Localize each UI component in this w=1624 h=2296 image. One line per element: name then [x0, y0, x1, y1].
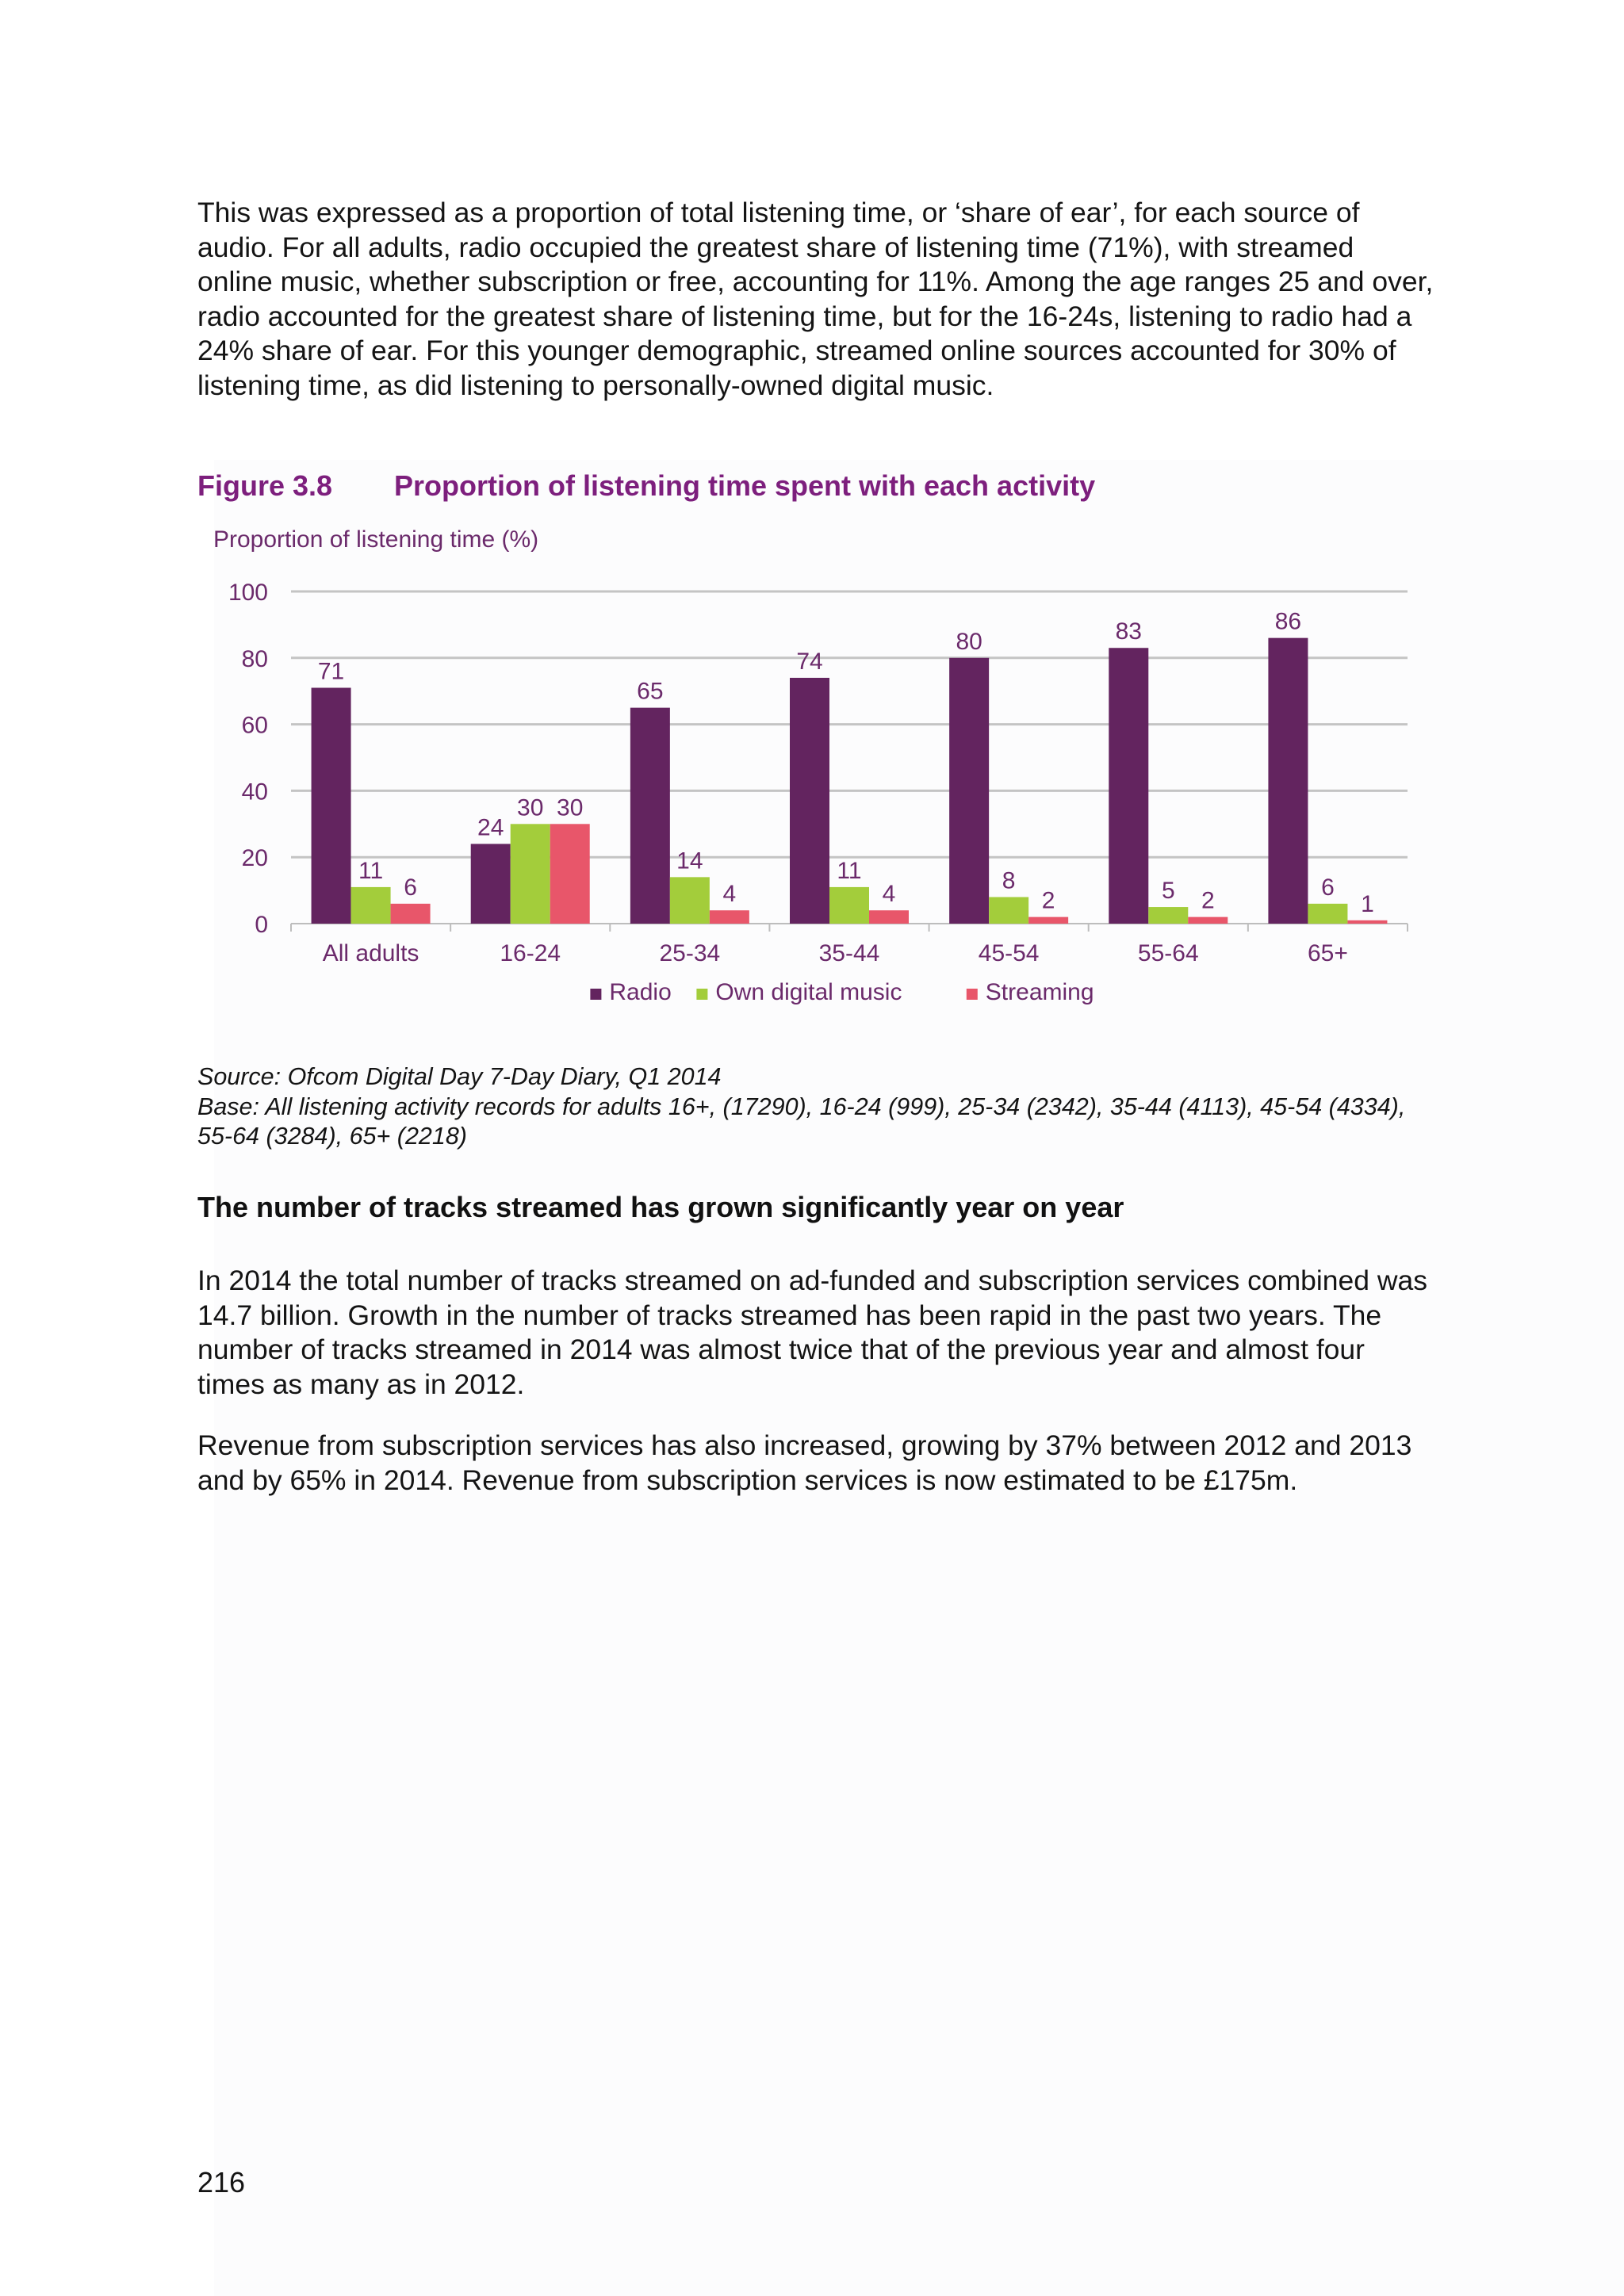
data-label: 4	[722, 881, 737, 908]
data-label: 2	[1041, 887, 1055, 914]
bar	[391, 904, 431, 924]
data-label: 6	[404, 874, 417, 901]
data-label: 65	[637, 678, 664, 705]
x-tick-label: All adults	[322, 940, 419, 966]
listening-time-bar-chart	[190, 523, 1427, 1039]
tracks-paragraph: In 2014 the total number of tracks streamed on ad-funded and subscription services combined was 14.7 billion. Growth in the number of tracks streamed has been rapid in the past two years. The number of tracks streamed in 2014 was almost twice that of the previous year and almost four times as many as in 2012.	[197, 1265, 1428, 1400]
bar	[829, 887, 869, 924]
base-line: Base: All listening activity records for adults 16+, (17290), 16-24 (999), 25-34 (2342), 35-44 (4113), 45-54 (4334), 55-64 (3284), 65+ (2218)	[197, 1093, 1406, 1150]
data-label: 14	[676, 848, 703, 874]
bar	[1308, 904, 1347, 924]
data-label: 11	[358, 857, 384, 884]
data-label: 24	[477, 814, 504, 841]
bar	[869, 910, 909, 924]
data-label: 4	[882, 881, 896, 908]
data-label: 6	[1321, 874, 1335, 901]
data-label: 2	[1201, 887, 1215, 914]
data-label: 8	[1002, 867, 1016, 894]
y-tick-label: 20	[241, 845, 268, 872]
page-number: 216	[197, 2166, 246, 2198]
data-label: 83	[1115, 618, 1142, 645]
x-tick-label: 35-44	[818, 940, 880, 966]
figure-caption: Proportion of listening time spent with each activity	[394, 469, 1096, 502]
source-line: Source: Ofcom Digital Day 7-Day Diary, Q1 2014	[197, 1063, 722, 1090]
data-label: 71	[317, 658, 345, 685]
legend-swatch	[967, 989, 978, 1000]
legend-label: Own digital music	[715, 979, 902, 1005]
intro-paragraph: This was expressed as a proportion of total listening time, or ‘share of ear’, for each source of audio. For all adults, radio occupied the greatest share of listening time (71%), with streamed online music, whether subscription or free, accounting for 11%. Among the age ranges 25 and over, radio accounted for the greatest share of listening time, but for the 16-24s, listening to radio had a 24% share of ear. For this younger demographic, streamed online sources accounted for 30% of listening time, as did listening to personally-owned digital music.	[197, 197, 1434, 401]
bar	[670, 877, 710, 924]
bar	[351, 887, 391, 924]
x-tick-label: 55-64	[1137, 940, 1199, 966]
bar	[790, 678, 829, 924]
y-tick-label: 80	[241, 645, 268, 672]
bar	[1109, 648, 1148, 924]
data-label: 5	[1161, 878, 1175, 905]
x-tick-label: 45-54	[978, 940, 1040, 966]
figure-label: Figure 3.8	[197, 469, 333, 502]
legend-swatch	[590, 989, 601, 1000]
x-tick-label: 25-34	[659, 940, 721, 966]
legend-swatch	[696, 989, 707, 1000]
bar	[312, 688, 351, 924]
x-tick-label: 65+	[1307, 940, 1348, 966]
bar	[1188, 917, 1228, 924]
legend-label: Streaming	[985, 979, 1094, 1005]
data-label: 30	[557, 794, 584, 821]
y-axis-title: Proportion of listening time (%)	[213, 526, 539, 553]
bar	[630, 708, 670, 924]
bar	[949, 658, 989, 924]
source-notes	[197, 1062, 1434, 1152]
revenue-paragraph: Revenue from subscription services has also increased, growing by 37% between 2012 and 2013 and by 65% in 2014. Revenue from subscription services is now estimated to be £175m.	[197, 1429, 1412, 1496]
bar	[989, 897, 1028, 924]
bar	[1148, 907, 1188, 924]
bar	[710, 910, 749, 924]
bar	[1347, 920, 1387, 924]
y-tick-label: 40	[241, 779, 268, 806]
y-tick-label: 0	[255, 912, 268, 938]
bar	[550, 824, 590, 924]
data-label: 1	[1361, 890, 1374, 917]
bar	[511, 824, 550, 924]
data-label: 74	[796, 648, 823, 675]
y-tick-label: 60	[241, 712, 268, 739]
section-heading: The number of tracks streamed has grown significantly year on year	[197, 1191, 1124, 1223]
data-label: 11	[837, 857, 862, 884]
legend-label: Radio	[609, 979, 672, 1005]
data-label: 80	[956, 628, 982, 655]
data-label: 30	[517, 794, 544, 821]
x-tick-label: 16-24	[500, 940, 561, 966]
figure-title	[197, 469, 1095, 503]
bar	[1028, 917, 1068, 924]
data-label: 86	[1274, 608, 1302, 635]
bar	[1268, 638, 1308, 924]
bar	[471, 844, 511, 924]
y-tick-label: 100	[228, 580, 268, 606]
